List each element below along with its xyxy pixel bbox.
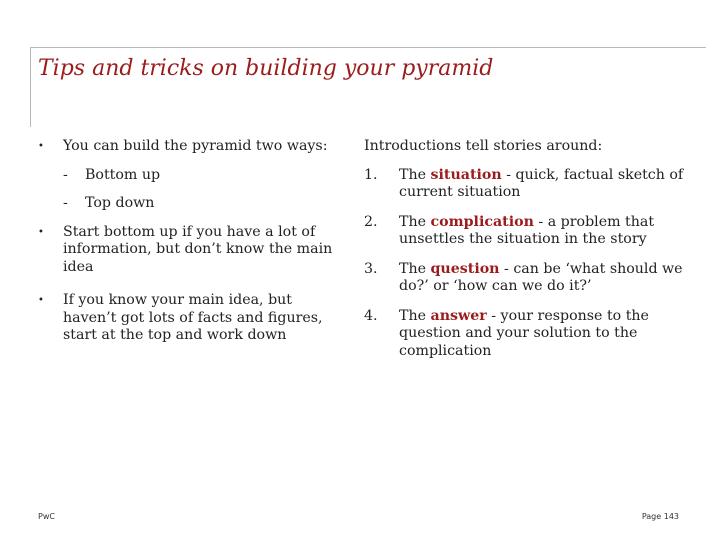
item-text: The question - can be ‘what should we do?’ or ‘how can we do it?’ (399, 260, 683, 294)
bullet-dot: • (38, 295, 44, 306)
bullet-text: You can build the pyramid two ways: (63, 138, 328, 154)
frame-left-rule (30, 47, 31, 127)
intro-text: Introductions tell stories around: (364, 138, 603, 154)
item-text: The situation - quick, factual sketch of current situation (399, 166, 684, 200)
bullet-dot: • (38, 141, 44, 152)
item-number: 3. (364, 260, 378, 277)
bullet-dot: • (38, 226, 44, 238)
keyword: question (430, 260, 500, 277)
numbered-item (364, 261, 704, 296)
bullet-text: If you know your main idea, but haven’t got lots of facts and figures, start at the top and work down (63, 292, 323, 343)
item-number: 2. (364, 213, 378, 230)
item-number: 4. (364, 307, 378, 324)
frame-top-rule (30, 47, 706, 48)
bullet-item (38, 292, 338, 345)
sub-item-text: Top down (85, 195, 155, 211)
dash-marker: - (63, 195, 68, 211)
slide-title: Tips and tricks on building your pyramid (38, 56, 494, 81)
sub-item-text: Bottom up (85, 166, 161, 183)
left-column (38, 138, 338, 345)
item-text: The complication - a problem that unsettles the situation in the story (399, 213, 655, 247)
bullet-item (38, 138, 338, 156)
right-column (364, 138, 704, 360)
footer-brand: PwC (38, 512, 55, 521)
dash-marker: - (63, 166, 68, 183)
keyword: complication (430, 213, 534, 230)
bullet-text: Start bottom up if you have a lot of information, but don’t know the main idea (63, 223, 333, 275)
sub-item (63, 167, 338, 185)
numbered-item (364, 214, 704, 249)
keyword: answer (430, 307, 487, 324)
keyword: situation (430, 166, 502, 183)
numbered-item (364, 167, 704, 202)
bullet-item (38, 224, 338, 277)
numbered-item (364, 308, 704, 361)
item-number: 1. (364, 166, 378, 183)
item-text: The answer - your response to the question and your solution to the complication (399, 307, 649, 359)
page-number: Page 143 (641, 512, 679, 521)
sub-item (63, 195, 338, 213)
